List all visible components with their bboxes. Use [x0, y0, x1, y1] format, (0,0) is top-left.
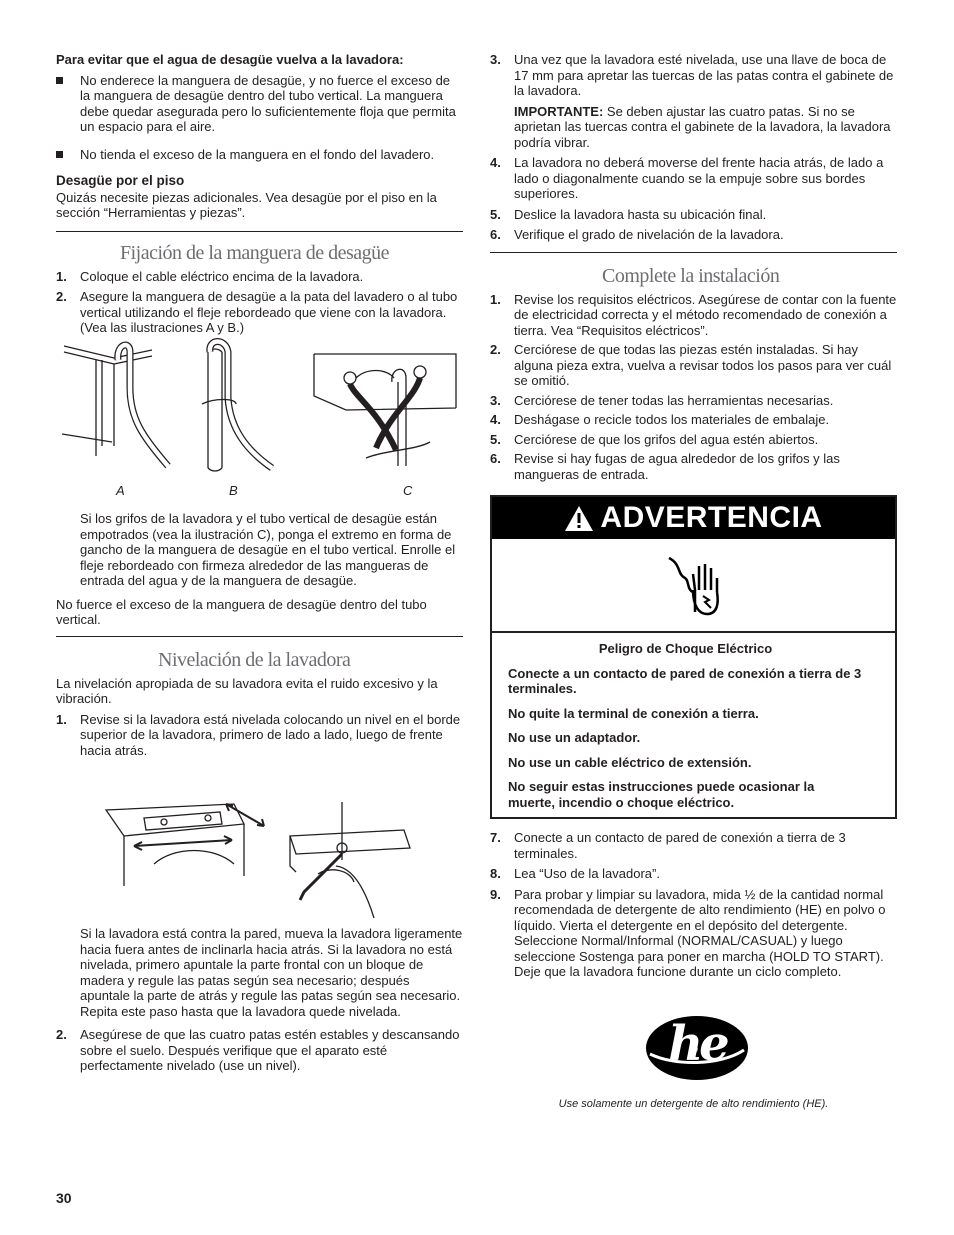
illustration-a	[62, 345, 168, 466]
complete-heading: Complete la instalación	[602, 264, 780, 287]
section-divider	[490, 252, 897, 253]
warning-box	[490, 495, 897, 819]
illustration-b	[202, 342, 272, 472]
list-item: 3. Una vez que la lavadora esté nivelada, use una llave de boca de 17 mm para apretar las tuercas de las patas contra el gabinete de la lavadora.	[490, 52, 894, 98]
list-item: No enderece la manguera de desagüe, y no fuerce el exceso de la manguera de desagüe dentro del tubo vertical. La manguera debe quedar asegurada pero lo suficientemente floja que permita un espacio para el aire.	[56, 73, 463, 135]
list-item: 4. La lavadora no deberá moverse del frente hacia atrás, de lado a lado o diagonalmente cuando se la empuje sobre sus bordes superiores.	[490, 155, 884, 201]
he-logo	[644, 1014, 750, 1082]
electric-shock-hand-icon	[659, 550, 729, 620]
section-divider	[56, 231, 463, 232]
right-column-lower	[490, 830, 897, 980]
level-intro: La nivelación apropiada de su lavadora evita el ruido excesivo y la vibración.	[56, 675, 438, 706]
list-item: 6. Revise si hay fugas de agua alrededor de los grifos y las mangueras de entrada.	[490, 451, 840, 482]
list-item: 1. Revise los requisitos eléctricos. Asegúrese de contar con la fuente de electricidad correcta y el método recomendado de conexión a tierra. Vea “Requisitos eléctricos”.	[490, 291, 897, 338]
drain-intro-title: Para evitar que el agua de desagüe vuelva a la lavadora:	[56, 52, 404, 67]
page-number: 30	[56, 1190, 72, 1206]
illustration-c	[314, 354, 456, 466]
no-force-text: No fuerce el exceso de la manguera de desagüe dentro del tubo vertical.	[56, 596, 427, 627]
hazard-title: Peligro de Choque Eléctrico	[598, 641, 773, 656]
list-item: 5. Deslice la lavadora hasta su ubicación final.	[490, 206, 767, 222]
right-column	[490, 52, 897, 482]
warning-header	[492, 497, 895, 539]
list-item: 2. Asegúrese de que las cuatro patas estén estables y descansando sobre el suelo. Después verifique que el aparato esté perfectamente nivelado (use un nivel).	[56, 1027, 460, 1073]
list-item: 3. Cerciórese de tener todas las herramientas necesarias.	[490, 392, 834, 408]
floor-drain-title: Desagüe por el piso	[56, 173, 185, 188]
floor-drain-text: Quizás necesite piezas adicionales. Vea desagüe por el piso en la sección “Herramientas y piezas”.	[56, 189, 437, 220]
list-item: 8. Lea “Uso de la lavadora”.	[490, 866, 660, 881]
warning-text: Peligro de Choque Eléctrico Conecte a un contacto de pared de conexión a tierra de 3 terminales. No quite la terminal de conexión a tierra. No use un adaptador. No use un cable eléctrico de extensión. No seguir estas instrucciones puede ocasionar la muerte, incendio o choque eléctrico.	[492, 633, 895, 810]
bullet-icon	[56, 151, 63, 158]
list-item: 7. Conecte a un contacto de pared de conexión a tierra de 3 terminales.	[490, 830, 846, 861]
level-heading: Nivelación de la lavadora	[158, 648, 351, 671]
section-divider	[56, 636, 463, 637]
important-note: IMPORTANTE: Se deben ajustar las cuatro patas. Si no se aprietan las tuercas contra el gabinete de la lavadora, la lavadora podría vibrar.	[514, 103, 891, 150]
left-column-lower	[56, 511, 463, 758]
figure-label-b: B	[229, 483, 238, 498]
recessed-faucets-text: Si los grifos de la lavadora y el tubo vertical de desagüe están empotrados (vea la ilustración C), ponga el extremo en forma de gancho de la manguera de desagüe en el tubo vertical. Enrolle el fleje rebordeado con firmeza alrededor de las mangueras de entrada del agua y de la manguera de desagüe.	[80, 511, 456, 588]
warning-title: ADVERTENCIA	[600, 501, 823, 535]
he-caption: Use solamente un detergente de alto rendimiento (HE).	[558, 1098, 829, 1110]
shock-hazard-area	[492, 539, 895, 633]
list-item: 1. Coloque el cable eléctrico encima de la lavadora.	[56, 268, 364, 284]
drain-hose-illustrations	[56, 338, 466, 478]
list-item: 1. Revise si la lavadora está nivelada colocando un nivel en el borde superior de la lavadora, primero de lado a lado, luego de frente hacia atrás.	[56, 711, 461, 758]
left-column-bottom	[56, 926, 463, 1074]
he-logo-text: he	[668, 1016, 726, 1072]
list-item: 9. Para probar y limpiar su lavadora, mida ½ de la cantidad normal recomendada de detergente de alto rendimiento (HE) en polvo o líquido. Vierta el detergente en el depósito del detergente. Seleccione Normal/Informal (NORMAL/CASUAL) y luego seleccione Sostenga para poner en marcha (HOLD TO START). Deje que la lavadora funcione durante un ciclo completo.	[490, 886, 886, 979]
hose-heading: Fijación de la manguera de desagüe	[120, 241, 389, 264]
figure-label-c: C	[403, 483, 413, 498]
warning-triangle-icon	[564, 505, 594, 532]
level-wall-text: Si la lavadora está contra la pared, mueva la lavadora ligeramente hacia fuera antes de inclinarla hacia atrás. Si la lavadora no está nivelada, primero apuntale la parte frontal con un bloque de madera y regule las patas según sea necesario; después apuntale la parte de atrás y regule las patas según sea necesario. Repita este paso hasta que la lavadora quede nivelada.	[80, 926, 463, 1019]
left-column	[56, 52, 463, 336]
list-item: 4. Deshágase o recicle todos los materiales de embalaje.	[490, 412, 830, 427]
list-item: 2. Asegure la manguera de desagüe a la pata del lavadero o al tubo vertical utilizando el fleje rebordeado que viene con la lavadora. (Vea las ilustraciones A y B.)	[56, 289, 458, 335]
list-item: 5. Cerciórese de que los grifos del agua estén abiertos.	[490, 431, 819, 447]
leveling-illustration	[104, 796, 434, 926]
figure-label-a: A	[116, 483, 125, 498]
list-item: 6. Verifique el grado de nivelación de la lavadora.	[490, 227, 784, 242]
list-item: 2. Cerciórese de que todas las piezas estén instaladas. Si hay alguna pieza extra, vuelva a revisar todos los pasos para ver cuál se omitió.	[490, 342, 892, 388]
list-item: No tienda el exceso de la manguera en el fondo del lavadero.	[56, 147, 463, 163]
bullet-icon	[56, 77, 63, 84]
